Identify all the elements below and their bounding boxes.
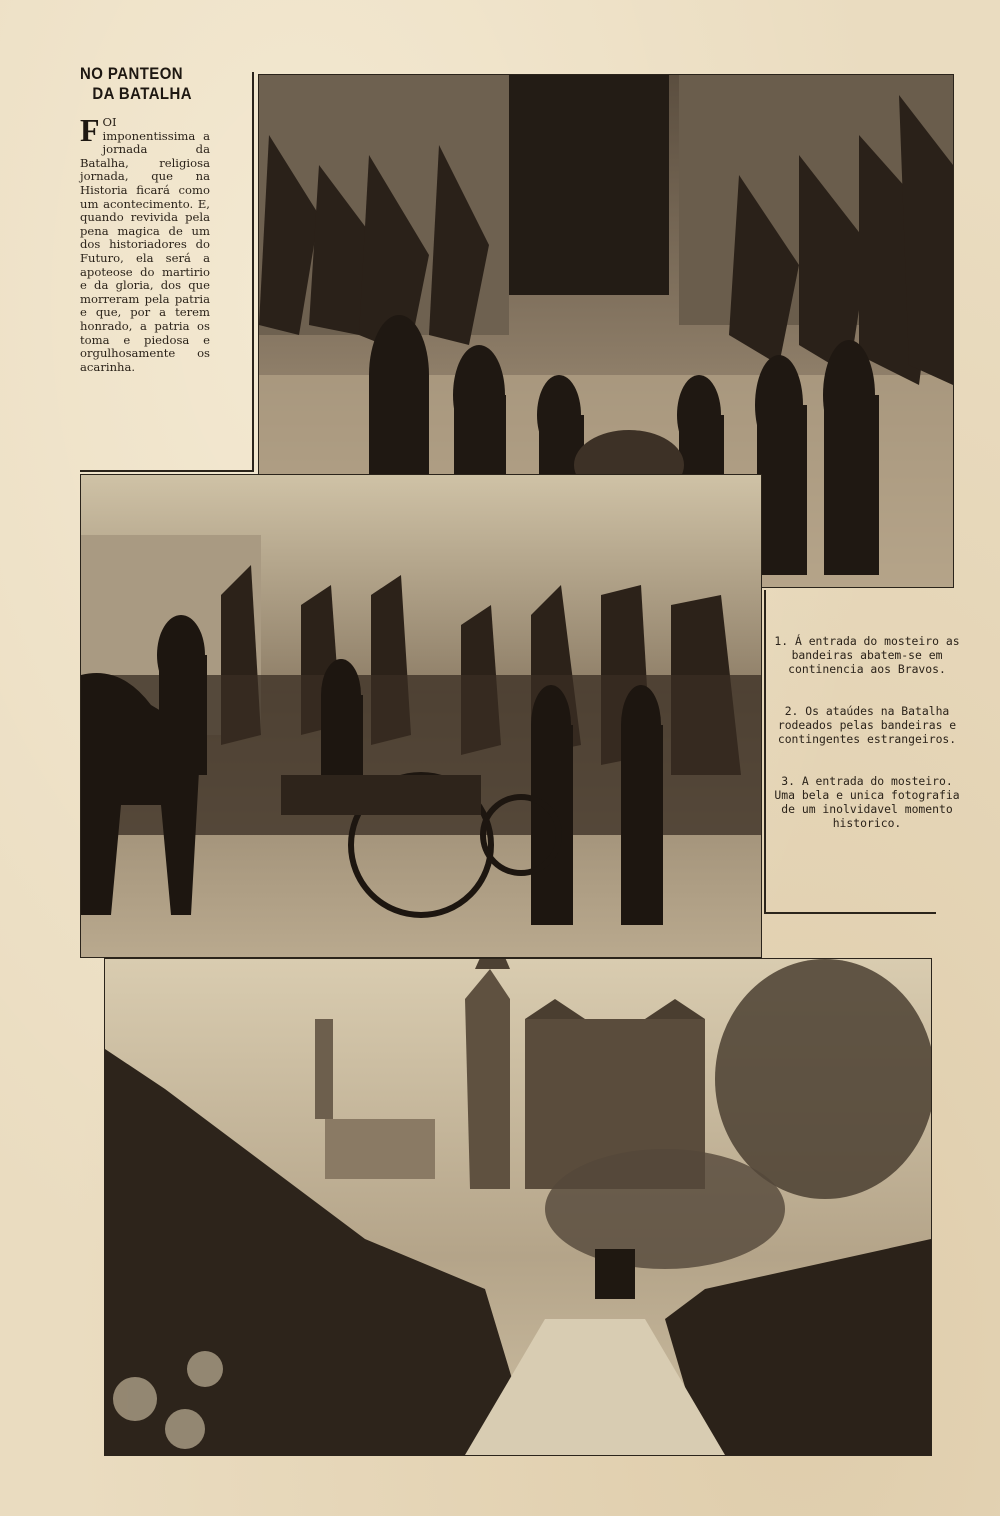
photo-monastery-entrance-crowd	[104, 958, 932, 1456]
caption-1: 1. Á entrada do mosteiro as bandeiras abatem-se em continencia aos Bravos.	[774, 634, 960, 676]
intro-frame-right	[252, 72, 254, 470]
headline-line-2: DA BATALHA	[92, 84, 193, 103]
photo-3-image	[105, 959, 931, 1455]
article-headline	[80, 64, 230, 104]
headline-line-1: NO PANTEON	[80, 64, 184, 83]
photo-captions	[772, 634, 962, 858]
caption-3: 3. A entrada do mosteiro. Uma bela e unica fotografia de um inolvidavel momento historico.	[774, 774, 960, 830]
photo-2-image	[81, 475, 761, 957]
caption-2: 2. Os ataúdes na Batalha rodeados pelas bandeiras e contingentes estrangeiros.	[777, 704, 957, 746]
intro-text: OI imponentissima a jornada da Batalha, religiosa jornada, que na Historia ficará como um acontecimento. E, quando revivida pela pena magica de um dos historiadores do Futuro, ela será a apoteose do martirio e da gloria, dos que morreram pela patria e que, por a terem honrado, a patria os toma e piedosa e orgulhosamente os acarinha.	[80, 115, 210, 374]
article-intro	[80, 112, 210, 374]
caption-frame-bottom	[764, 912, 936, 914]
drop-cap: F	[80, 112, 100, 148]
caption-frame-left	[764, 590, 766, 912]
intro-frame-bottom	[80, 470, 254, 472]
photo-coffins-with-flags	[80, 474, 762, 958]
